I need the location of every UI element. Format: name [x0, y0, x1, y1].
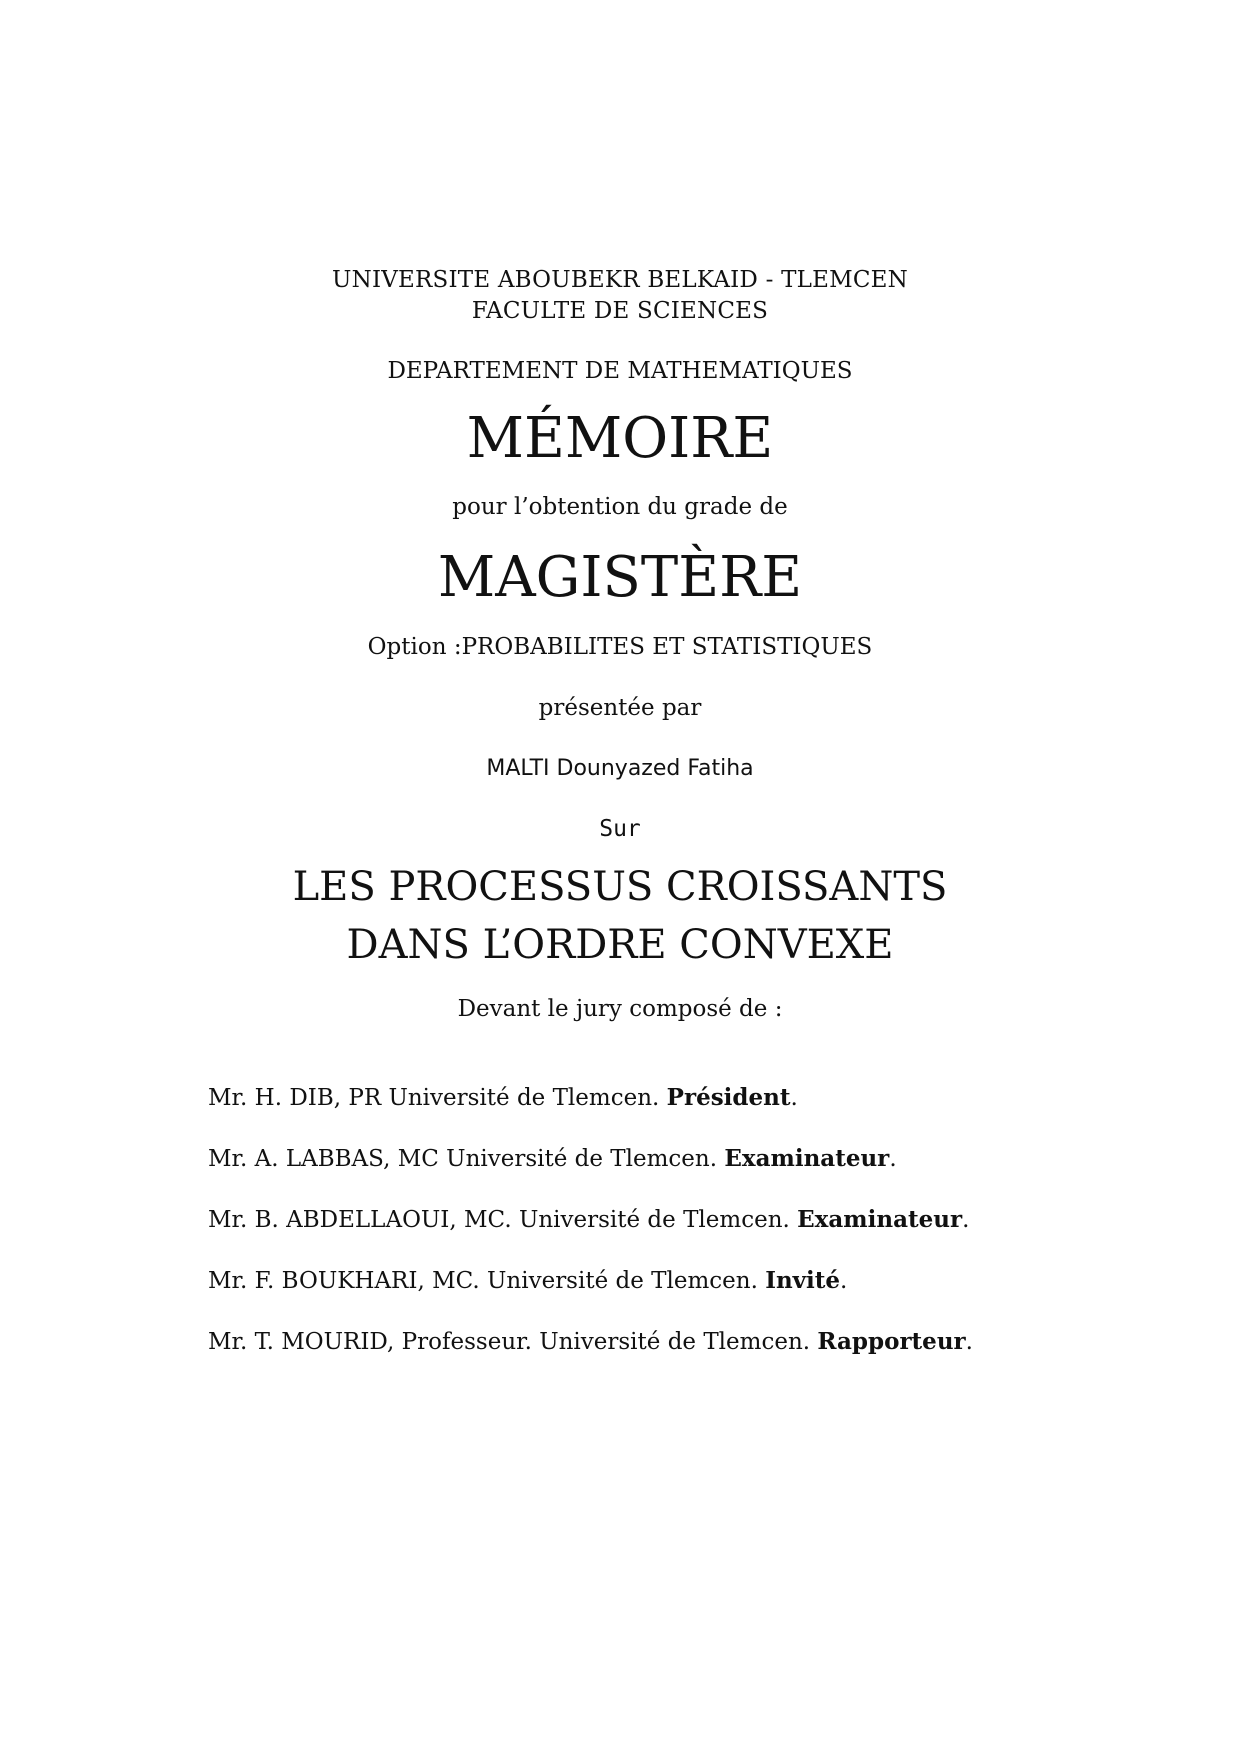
document-type-heading: MÉMOIRE [466, 406, 774, 471]
jury-list [208, 1082, 1208, 1387]
jury-member [208, 1082, 1208, 1143]
jury-member-text: Mr. B. ABDELLAOUI, MC. Université de Tlemcen. [208, 1207, 798, 1233]
jury-member [208, 1265, 1208, 1326]
degree-heading: MAGISTÈRE [437, 545, 803, 610]
jury-member [208, 1326, 1208, 1387]
faculty-name: FACULTE DE SCIENCES [471, 298, 769, 324]
jury-member-text: Mr. F. BOUKHARI, MC. Université de Tlemcen. [208, 1268, 766, 1294]
jury-member-text: Mr. H. DIB, PR Université de Tlemcen. [208, 1085, 667, 1111]
degree-intro-text: pour l’obtention du grade de [452, 494, 788, 520]
jury-intro: Devant le jury composé de : [457, 996, 783, 1022]
thesis-title-line-1: LES PROCESSUS CROISSANTS [292, 864, 948, 910]
institution-header [0, 265, 1240, 327]
jury-member-role: Invité [765, 1267, 841, 1294]
thesis-title-line-2: DANS L’ORDRE CONVEXE [346, 922, 894, 968]
department-name: DEPARTEMENT DE MATHEMATIQUES [387, 358, 853, 384]
jury-member-role: Examinateur [724, 1145, 890, 1172]
option-text: Option :PROBABILITES ET STATISTIQUES [367, 634, 873, 660]
jury-member-text: Mr. A. LABBAS, MC Université de Tlemcen. [208, 1146, 725, 1172]
on-label: Sur [599, 816, 641, 842]
university-name: UNIVERSITE ABOUBEKR BELKAID - TLEMCEN [332, 267, 908, 293]
jury-member-role: Rapporteur [817, 1328, 966, 1355]
jury-member-end: . [962, 1207, 970, 1233]
jury-member-end: . [840, 1268, 848, 1294]
jury-member-role: Examinateur [797, 1206, 963, 1233]
jury-member-end: . [889, 1146, 897, 1172]
author-name: MALTI Dounyazed Fatiha [486, 756, 754, 781]
thesis-title [0, 858, 1240, 974]
jury-member-end: . [790, 1085, 798, 1111]
jury-member-text: Mr. T. MOURID, Professeur. Université de Tlemcen. [208, 1329, 818, 1355]
jury-member-end: . [965, 1329, 973, 1355]
jury-member [208, 1204, 1208, 1265]
jury-member-role: Président [666, 1084, 791, 1111]
presented-by-text: présentée par [538, 695, 702, 721]
jury-member [208, 1143, 1208, 1204]
